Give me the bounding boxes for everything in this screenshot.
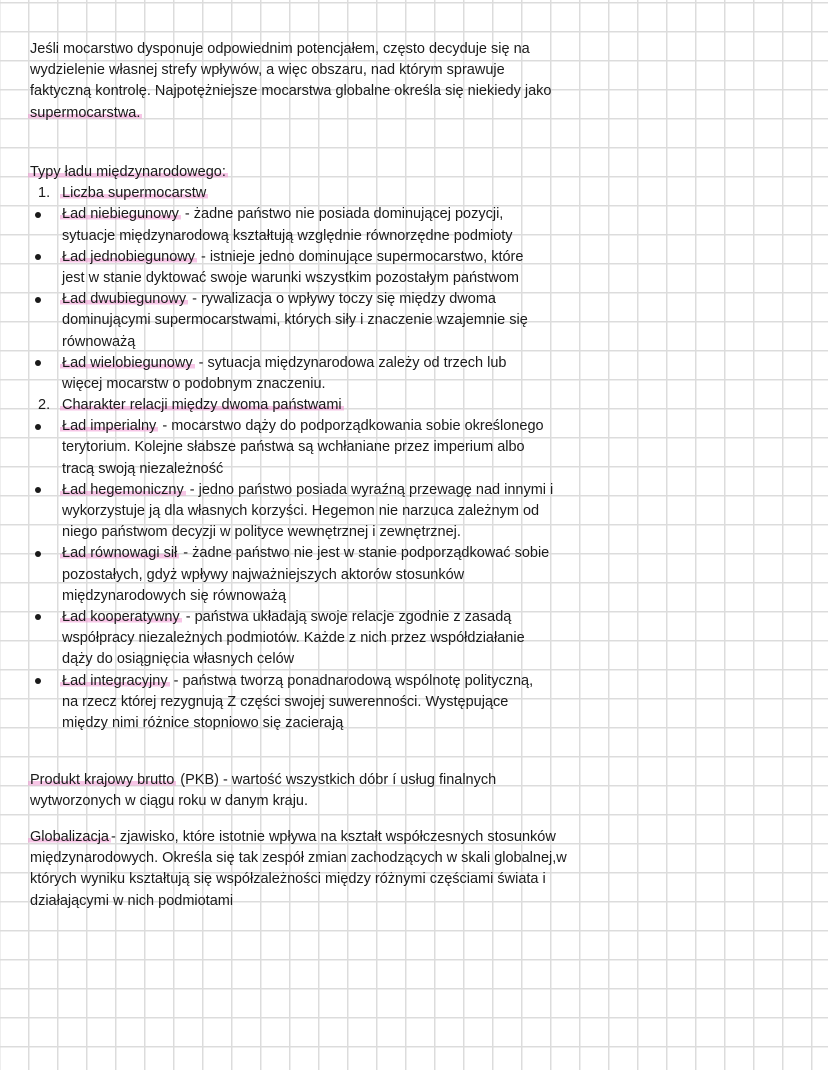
list-item-continuation: na rzecz której rezygnują Z części swojej suwerenności. Występujące xyxy=(62,693,509,710)
list-item-continuation: dąży do osiągnięcia własnych celów xyxy=(62,651,295,668)
term: Globalizacja xyxy=(30,829,109,845)
text-line xyxy=(30,103,630,124)
term: Ład integracyjny xyxy=(62,672,168,689)
text-line xyxy=(30,770,630,791)
term: Ład kooperatywny xyxy=(62,608,180,625)
globalization-definition xyxy=(30,827,630,912)
term: Produkt krajowy brutto xyxy=(30,772,175,788)
list-item xyxy=(30,416,630,437)
list-item xyxy=(30,204,630,225)
text-line: międzynarodowych. Określa się tak zespół zmian zachodzących w skali globalnej,w xyxy=(30,850,567,867)
definition-text: - zjawisko, które istotnie wpływa na kształt współczesnych stosunków xyxy=(111,829,556,845)
text-line: faktyczną kontrolę. Najpotężniejsze mocarstwa globalne określa się niekiedy jako xyxy=(30,83,552,100)
definition-text: - rywalizacja o wpływy toczy się między dwoma xyxy=(188,291,496,308)
list-item xyxy=(30,607,630,628)
list-item xyxy=(30,289,630,310)
definition-text: - sytuacja międzynarodowa zależy od trzech lub xyxy=(194,354,507,371)
term: Ład niebiegunowy xyxy=(62,206,179,223)
list-item-continuation: tracą swoją niezależność xyxy=(62,460,224,477)
group-title: Liczba supermocarstw xyxy=(62,185,207,202)
bullet-icon xyxy=(35,614,41,620)
definition-text: - państwa układają swoje relacje zgodnie z zasadą xyxy=(181,608,512,625)
definition-text: - państwa tworzą ponadnarodową wspólnotę polityczną, xyxy=(169,672,534,689)
definition-text: - jedno państwo posiada wyraźną przewagę nad innymi i xyxy=(185,481,554,498)
definition-text: - żadne państwo nie posiada dominującej pozycji, xyxy=(180,206,504,223)
bullet-icon xyxy=(35,424,41,430)
definition-text: - żadne państwo nie jest w stanie podporządkować sobie xyxy=(179,545,550,562)
term: Ład hegemoniczny xyxy=(62,481,184,498)
text-line: wydzielenie własnej strefy wpływów, a więc obszaru, nad którym sprawuje xyxy=(30,62,505,79)
intro-paragraph xyxy=(30,39,630,124)
group-heading xyxy=(30,183,630,204)
list-item xyxy=(30,543,630,564)
text-line: których wyniku kształtują się współzależności między różnymi częściami świata i xyxy=(30,871,546,888)
text-line xyxy=(30,827,630,848)
list-item-continuation: pozostałych, gdyż wpływy najważniejszych aktorów stosunków xyxy=(62,566,465,583)
list-item xyxy=(30,671,630,692)
list-item xyxy=(30,353,630,374)
list-item-continuation: między nimi różnice stopniowo się zacierają xyxy=(62,714,344,731)
definition-text: - istnieje jedno dominujące supermocarstwo, które xyxy=(197,248,524,265)
order-types-section xyxy=(30,162,630,734)
bullet-icon xyxy=(35,551,41,557)
group-heading xyxy=(30,395,630,416)
term: Ład imperialny xyxy=(62,418,157,435)
list-item-continuation: dominującymi supermocarstwami, których siły i znaczenie wzajemnie się xyxy=(62,312,528,329)
group-number: 1. xyxy=(38,185,51,202)
text-line: działającymi w nich podmiotami xyxy=(30,892,234,909)
bullet-icon xyxy=(35,297,41,303)
bullet-icon xyxy=(35,487,41,493)
list-item-continuation: współpracy niezależnych podmiotów. Każde z nich przez współdziałanie xyxy=(62,630,525,647)
highlighted-term: supermocarstwa. xyxy=(30,104,141,121)
pkb-definition xyxy=(30,770,630,812)
term: Ład wielobiegunowy xyxy=(62,354,193,371)
list-item-continuation: międzynarodowych się równoważą xyxy=(62,587,287,604)
list-item-continuation: niego państwom decyzji w polityce wewnętrznej i zewnętrznej. xyxy=(62,524,461,541)
list-item-continuation: równoważą xyxy=(62,333,136,350)
text-line: Jeśli mocarstwo dysponuje odpowiednim potencjałem, często decyduje się na xyxy=(30,41,530,57)
bullet-icon xyxy=(35,360,41,366)
term: Ład jednobiegunowy xyxy=(62,248,196,265)
bullet-icon xyxy=(35,254,41,260)
group-number: 2. xyxy=(38,397,51,414)
definition-text: - mocarstwo dąży do podporządkowania sobie określonego xyxy=(158,418,544,435)
list-item-continuation: wykorzystuje ją dla własnych korzyści. Hegemon nie narzuca zależnym od xyxy=(62,503,540,519)
bullet-icon xyxy=(35,678,41,684)
definition-text: (PKB) - wartość wszystkich dóbr í usług finalnych xyxy=(176,772,497,788)
list-item-continuation: więcej mocarstw o podobnym znaczeniu. xyxy=(62,375,326,392)
list-item-continuation: terytorium. Kolejne słabsze państwa są wchłaniane przez imperium albo xyxy=(62,439,525,456)
term: Ład równowagi sił xyxy=(62,545,178,562)
list-item-continuation: sytuacje międzynarodową kształtują względnie równorzędne podmioty xyxy=(62,227,513,244)
text-line: wytworzonych w ciągu roku w danym kraju. xyxy=(30,793,309,810)
list-item xyxy=(30,480,630,501)
list-item xyxy=(30,247,630,268)
list-item-continuation: jest w stanie dyktować swoje warunki wszystkim pozostałym państwom xyxy=(62,269,519,286)
group-title: Charakter relacji między dwoma państwami xyxy=(62,397,342,414)
bullet-icon xyxy=(35,212,41,218)
term: Ład dwubiegunowy xyxy=(62,291,187,308)
section-heading xyxy=(30,162,630,183)
section-heading-text: Typy ładu międzynarodowego: xyxy=(30,164,226,180)
